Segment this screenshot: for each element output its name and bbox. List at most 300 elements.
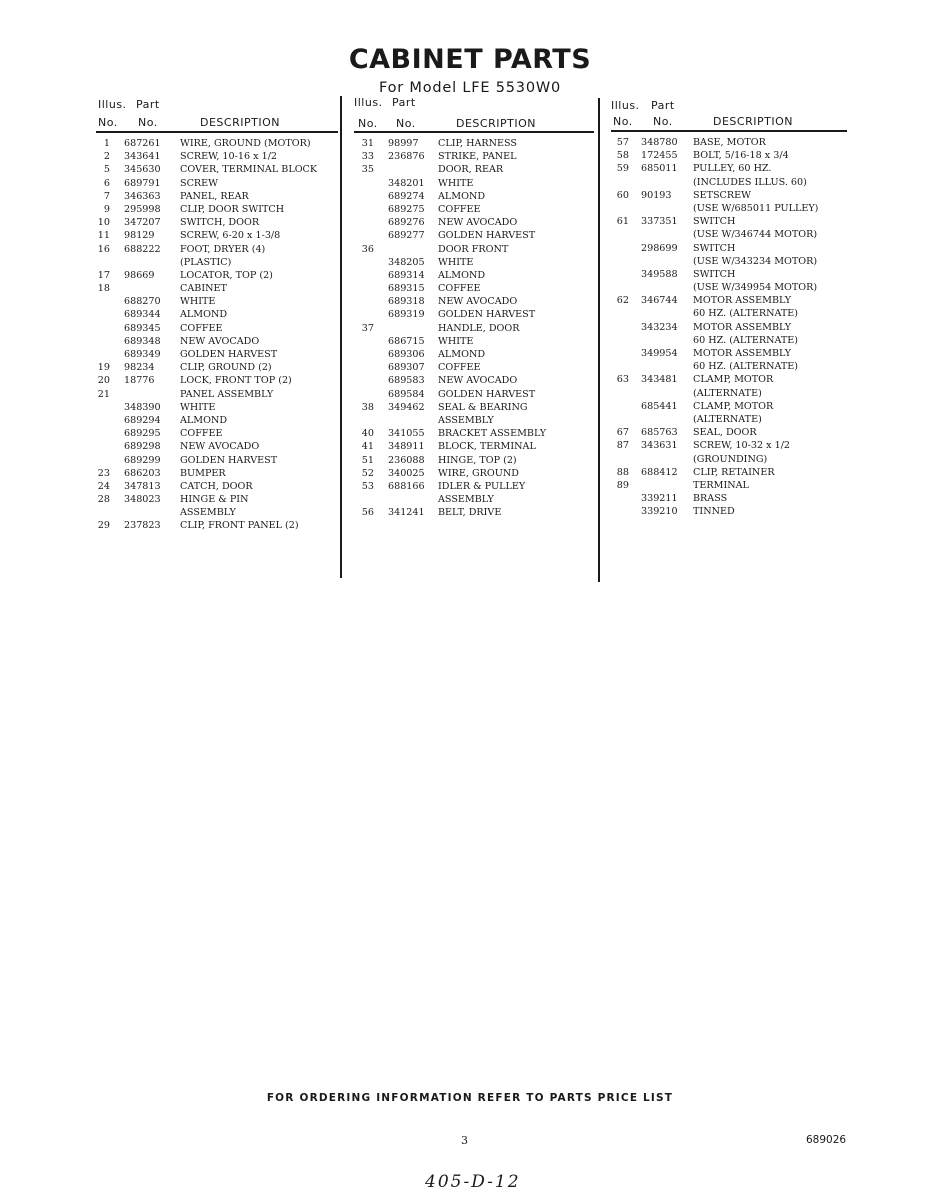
table-row — [354, 348, 594, 361]
illus-number: 40 — [361, 428, 374, 440]
part-description: WHITE — [438, 335, 474, 347]
table-row — [96, 348, 336, 361]
part-description: MOTOR ASSEMBLY — [693, 348, 792, 359]
table-row — [96, 256, 336, 269]
part-number: 689277 — [388, 230, 425, 242]
part-description: IDLER & PULLEY — [438, 480, 526, 492]
part-description: GOLDEN HARVEST — [438, 388, 536, 400]
part-number: 341055 — [388, 428, 425, 440]
part-description: BELT, DRIVE — [438, 507, 502, 519]
part-description: NEW AVOCADO — [180, 335, 260, 347]
part-description: ALMOND — [438, 349, 486, 360]
table-row — [611, 176, 847, 189]
part-number: 689298 — [124, 441, 161, 453]
part-number: 343631 — [641, 440, 678, 452]
table-row — [96, 190, 336, 203]
header-part: Part — [651, 99, 675, 112]
part-number: 689276 — [388, 217, 425, 229]
illus-number: 41 — [361, 441, 374, 453]
table-row — [354, 243, 594, 256]
illus-number: 10 — [97, 217, 110, 229]
table-row — [611, 373, 847, 386]
part-number: 348911 — [388, 441, 425, 453]
part-number: 689349 — [124, 349, 161, 360]
table-row — [96, 427, 336, 440]
table-row — [611, 228, 847, 241]
part-description: SWITCH — [693, 216, 736, 228]
table-row — [354, 203, 594, 216]
part-number: 341241 — [388, 507, 425, 519]
handwritten-note: 405-D-12 — [425, 1172, 521, 1192]
part-number: 686203 — [124, 467, 161, 479]
part-number: 689315 — [388, 283, 425, 295]
illus-number: 18 — [97, 283, 110, 295]
part-number: 237823 — [124, 520, 161, 532]
table-row — [611, 505, 847, 518]
part-description: COFFEE — [438, 362, 481, 374]
header-rule — [354, 131, 594, 133]
illus-number: 63 — [616, 374, 629, 386]
part-number: 689344 — [124, 309, 161, 321]
table-row — [611, 189, 847, 202]
table-row — [354, 427, 594, 440]
illus-number: 62 — [616, 295, 629, 307]
page-title: CABINET PARTS — [348, 44, 592, 75]
table-row — [354, 190, 594, 203]
table-row — [354, 177, 594, 190]
table-row — [96, 335, 336, 348]
part-number: 343234 — [641, 321, 678, 333]
table-row — [611, 281, 847, 294]
part-description: COVER, TERMINAL BLOCK — [180, 164, 318, 176]
header-description: DESCRIPTION — [200, 116, 280, 129]
table-row — [354, 480, 594, 493]
table-row — [611, 136, 847, 149]
part-description: DOOR, REAR — [438, 164, 504, 176]
table-row — [96, 282, 336, 295]
table-row — [611, 466, 847, 479]
illus-number: 60 — [616, 189, 629, 201]
table-row — [611, 202, 847, 215]
part-number: 346363 — [124, 190, 161, 202]
part-number: 349954 — [641, 348, 678, 359]
table-row — [354, 401, 594, 414]
illus-number: 20 — [97, 375, 110, 387]
illus-number: 58 — [616, 150, 629, 162]
part-description: MOTOR ASSEMBLY — [693, 321, 792, 333]
parts-rows — [354, 137, 594, 519]
part-number: 343641 — [124, 151, 161, 163]
table-row — [354, 163, 594, 176]
part-number: 685011 — [641, 163, 678, 175]
illus-number: 21 — [97, 388, 110, 400]
part-description: DOOR FRONT — [438, 243, 509, 255]
table-row — [354, 388, 594, 401]
table-row — [611, 268, 847, 281]
part-description: (USE W/343234 MOTOR) — [693, 255, 818, 267]
table-row — [96, 361, 336, 374]
part-number: 689307 — [388, 362, 425, 374]
part-description: MOTOR ASSEMBLY — [693, 295, 792, 307]
part-number: 688222 — [124, 243, 161, 255]
part-description: 60 HZ. (ALTERNATE) — [693, 308, 799, 320]
table-row — [354, 493, 594, 506]
part-description: HINGE & PIN — [180, 494, 249, 506]
illus-number: 59 — [616, 163, 629, 175]
part-description: ALMOND — [438, 190, 486, 202]
part-description: (GROUNDING) — [693, 453, 768, 465]
part-description: BUMPER — [180, 467, 226, 479]
part-description: (USE W/349954 MOTOR) — [693, 282, 818, 294]
table-row — [611, 453, 847, 466]
illus-number: 6 — [103, 177, 110, 189]
part-description: FOOT, DRYER (4) — [180, 243, 266, 255]
parts-rows — [96, 137, 336, 533]
column-header — [354, 96, 594, 132]
header-description: DESCRIPTION — [456, 117, 536, 130]
part-number: 689345 — [124, 322, 161, 334]
table-row — [354, 137, 594, 150]
illus-number: 38 — [361, 401, 374, 413]
part-description: (INCLUDES ILLUS. 60) — [693, 176, 807, 188]
table-row — [611, 479, 847, 492]
part-number: 295998 — [124, 203, 161, 215]
part-description: LOCK, FRONT TOP (2) — [180, 375, 292, 387]
header-illus-no: No. — [98, 116, 118, 129]
table-row — [96, 480, 336, 493]
header-rule — [611, 130, 847, 132]
part-number: 347813 — [124, 480, 161, 492]
header-illus: Illus. — [98, 98, 127, 111]
part-number: 689299 — [124, 454, 161, 466]
table-row — [611, 255, 847, 268]
illus-number: 28 — [97, 494, 110, 506]
table-row — [96, 440, 336, 453]
part-description: HANDLE, DOOR — [438, 322, 520, 334]
part-number: 689306 — [388, 349, 425, 360]
part-description: ALMOND — [438, 269, 486, 281]
illus-number: 23 — [97, 467, 110, 479]
header-part: Part — [392, 96, 416, 109]
table-row — [354, 361, 594, 374]
part-description: (ALTERNATE) — [693, 387, 762, 399]
table-row — [96, 177, 336, 190]
illus-number: 33 — [361, 151, 374, 163]
table-row — [96, 454, 336, 467]
part-number: 339210 — [641, 506, 678, 518]
part-number: 689318 — [388, 296, 425, 308]
table-row — [354, 440, 594, 453]
table-row — [611, 334, 847, 347]
table-row — [96, 203, 336, 216]
table-row — [96, 493, 336, 506]
table-row — [354, 414, 594, 427]
part-number: 689314 — [388, 269, 425, 281]
part-description: TERMINAL — [693, 479, 749, 491]
part-description: COFFEE — [438, 203, 481, 215]
table-row — [611, 242, 847, 255]
illus-number: 19 — [97, 362, 110, 374]
part-description: SWITCH — [693, 242, 736, 254]
table-row — [611, 162, 847, 175]
table-row — [96, 295, 336, 308]
table-row — [96, 243, 336, 256]
column-header — [611, 96, 847, 132]
parts-column-1 — [96, 96, 336, 533]
part-description: PANEL, REAR — [180, 190, 249, 202]
illus-number: 51 — [361, 454, 374, 466]
illus-number: 1 — [103, 138, 110, 149]
part-number: 348780 — [641, 137, 678, 148]
table-row — [611, 321, 847, 334]
part-description: BRACKET ASSEMBLY — [438, 428, 547, 440]
part-number: 689295 — [124, 428, 161, 440]
table-row — [96, 150, 336, 163]
part-description: GOLDEN HARVEST — [180, 349, 278, 360]
part-description: TINNED — [693, 506, 735, 518]
table-row — [354, 256, 594, 269]
part-description: ALMOND — [180, 414, 228, 426]
part-description: (USE W/346744 MOTOR) — [693, 229, 818, 241]
part-description: WIRE, GROUND — [438, 467, 519, 479]
part-description: ASSEMBLY — [438, 414, 494, 426]
table-row — [611, 413, 847, 426]
part-number: 687261 — [124, 138, 161, 149]
table-row — [96, 229, 336, 242]
part-number: 689583 — [388, 375, 425, 387]
part-description: CLAMP, MOTOR — [693, 374, 774, 386]
part-description: SCREW, 6-20 x 1-3/8 — [180, 230, 281, 242]
table-row — [96, 506, 336, 519]
illus-number: 31 — [361, 138, 374, 149]
illus-number: 29 — [97, 520, 110, 532]
header-description: DESCRIPTION — [713, 115, 793, 128]
part-description: (PLASTIC) — [180, 256, 232, 268]
illus-number: 61 — [616, 216, 629, 228]
illus-number: 36 — [361, 243, 374, 255]
part-number: 348023 — [124, 494, 161, 506]
table-row — [611, 360, 847, 373]
illus-number: 16 — [97, 243, 110, 255]
part-description: WHITE — [438, 256, 474, 268]
part-description: CLIP, FRONT PANEL (2) — [180, 520, 299, 532]
part-description: SWITCH — [693, 268, 736, 280]
table-row — [354, 216, 594, 229]
part-description: NEW AVOCADO — [438, 217, 518, 229]
table-row — [96, 216, 336, 229]
table-row — [96, 467, 336, 480]
table-row — [354, 282, 594, 295]
part-description: WIRE, GROUND (MOTOR) — [180, 138, 311, 149]
part-description: PANEL ASSEMBLY — [180, 388, 274, 400]
table-row — [611, 426, 847, 439]
table-row — [96, 137, 336, 150]
part-number: 348390 — [124, 401, 161, 413]
part-number: 98997 — [388, 138, 419, 149]
table-row — [354, 335, 594, 348]
illus-number: 9 — [103, 203, 110, 215]
part-description: GOLDEN HARVEST — [180, 454, 278, 466]
part-description: CLIP, GROUND (2) — [180, 362, 272, 374]
table-row — [96, 374, 336, 387]
part-number: 98234 — [124, 362, 155, 374]
part-description: COFFEE — [180, 322, 223, 334]
table-row — [611, 492, 847, 505]
part-description: ASSEMBLY — [180, 507, 236, 519]
illus-number: 52 — [361, 467, 374, 479]
table-row — [96, 401, 336, 414]
part-description: BOLT, 5/16-18 x 3/4 — [693, 150, 789, 162]
part-description: GOLDEN HARVEST — [438, 230, 536, 242]
part-description: SETSCREW — [693, 189, 751, 201]
part-description: NEW AVOCADO — [438, 296, 518, 308]
part-number: 688166 — [388, 480, 425, 492]
part-number: 689294 — [124, 414, 161, 426]
column-divider — [340, 96, 342, 578]
document-number: 689026 — [806, 1134, 847, 1146]
part-description: SCREW — [180, 177, 219, 189]
table-row — [611, 387, 847, 400]
part-description: COFFEE — [438, 283, 481, 295]
part-description: NEW AVOCADO — [438, 375, 518, 387]
table-row — [611, 149, 847, 162]
illus-number: 37 — [361, 322, 374, 334]
part-number: 236876 — [388, 151, 425, 163]
table-row — [96, 163, 336, 176]
header-part-no: No. — [396, 117, 416, 130]
column-divider — [598, 98, 600, 582]
part-number: 98669 — [124, 269, 155, 281]
part-description: SCREW, 10-16 x 1/2 — [180, 151, 278, 163]
part-description: NEW AVOCADO — [180, 441, 260, 453]
parts-rows — [611, 136, 847, 518]
table-row — [354, 467, 594, 480]
table-row — [611, 215, 847, 228]
part-number: 343481 — [641, 374, 678, 386]
part-number: 689584 — [388, 388, 425, 400]
part-description: WHITE — [180, 296, 216, 308]
part-number: 689319 — [388, 309, 425, 321]
illus-number: 67 — [616, 427, 629, 439]
part-description: CLIP, DOOR SWITCH — [180, 203, 285, 215]
header-part-no: No. — [138, 116, 158, 129]
table-row — [96, 308, 336, 321]
column-header — [96, 96, 336, 132]
part-description: SEAL & BEARING — [438, 401, 528, 413]
part-description: CLIP, RETAINER — [693, 466, 775, 478]
part-number: 688270 — [124, 296, 161, 308]
part-description: CABINET — [180, 283, 227, 295]
table-row — [354, 322, 594, 335]
header-illus: Illus. — [611, 99, 640, 112]
part-description: WHITE — [180, 401, 216, 413]
header-illus: Illus. — [354, 96, 383, 109]
illus-number: 2 — [103, 151, 110, 163]
part-number: 349588 — [641, 268, 678, 280]
header-rule — [96, 131, 338, 133]
part-number: 689275 — [388, 203, 425, 215]
table-row — [611, 439, 847, 452]
table-row — [354, 150, 594, 163]
part-number: 686715 — [388, 335, 425, 347]
part-description: COFFEE — [180, 428, 223, 440]
part-description: ALMOND — [180, 309, 228, 321]
part-number: 18776 — [124, 375, 155, 387]
part-description: 60 HZ. (ALTERNATE) — [693, 361, 799, 373]
part-description: 60 HZ. (ALTERNATE) — [693, 334, 799, 346]
part-number: 689348 — [124, 335, 161, 347]
illus-number: 35 — [361, 164, 374, 176]
parts-column-2 — [354, 96, 594, 519]
parts-column-3 — [611, 96, 847, 518]
part-number: 298699 — [641, 242, 678, 254]
illus-number: 11 — [97, 230, 110, 242]
table-row — [611, 294, 847, 307]
illus-number: 53 — [361, 480, 374, 492]
table-row — [611, 307, 847, 320]
part-description: GOLDEN HARVEST — [438, 309, 536, 321]
illus-number: 56 — [361, 507, 374, 519]
part-number: 685441 — [641, 400, 678, 412]
part-number: 340025 — [388, 467, 425, 479]
illus-number: 88 — [616, 466, 629, 478]
part-description: HINGE, TOP (2) — [438, 454, 517, 466]
part-description: LOCATOR, TOP (2) — [180, 269, 273, 281]
table-row — [354, 295, 594, 308]
model-subtitle: For Model LFE 5530W0 — [378, 80, 562, 96]
part-number: 685763 — [641, 427, 678, 439]
part-number: 236088 — [388, 454, 425, 466]
header-illus-no: No. — [613, 115, 633, 128]
part-number: 346744 — [641, 295, 678, 307]
illus-number: 7 — [103, 190, 110, 202]
illus-number: 17 — [97, 269, 110, 281]
table-row — [354, 506, 594, 519]
header-illus-no: No. — [358, 117, 378, 130]
part-number: 172455 — [641, 150, 678, 162]
table-row — [96, 388, 336, 401]
part-description: CATCH, DOOR — [180, 480, 253, 492]
part-description: SEAL, DOOR — [693, 427, 757, 439]
part-number: 689791 — [124, 177, 161, 189]
table-row — [354, 308, 594, 321]
header-part-no: No. — [653, 115, 673, 128]
part-description: BASE, MOTOR — [693, 137, 766, 148]
part-number: 347207 — [124, 217, 161, 229]
illus-number: 89 — [616, 479, 629, 491]
illus-number: 87 — [616, 440, 629, 452]
part-description: CLAMP, MOTOR — [693, 400, 774, 412]
part-number: 349462 — [388, 401, 425, 413]
part-number: 339211 — [641, 493, 678, 505]
part-description: (ALTERNATE) — [693, 413, 762, 425]
ordering-footer: FOR ORDERING INFORMATION REFER TO PARTS PRICE LIST — [266, 1092, 674, 1104]
table-row — [96, 322, 336, 335]
illus-number: 57 — [616, 137, 629, 148]
table-row — [611, 400, 847, 413]
table-row — [354, 454, 594, 467]
table-row — [354, 269, 594, 282]
part-number: 348205 — [388, 256, 425, 268]
illus-number: 24 — [97, 480, 110, 492]
table-row — [354, 374, 594, 387]
part-description: BLOCK, TERMINAL — [438, 441, 536, 453]
part-number: 689274 — [388, 190, 425, 202]
part-description: ASSEMBLY — [438, 494, 494, 506]
part-number: 337351 — [641, 216, 678, 228]
part-description: PULLEY, 60 HZ. — [693, 163, 772, 175]
part-number: 98129 — [124, 230, 155, 242]
